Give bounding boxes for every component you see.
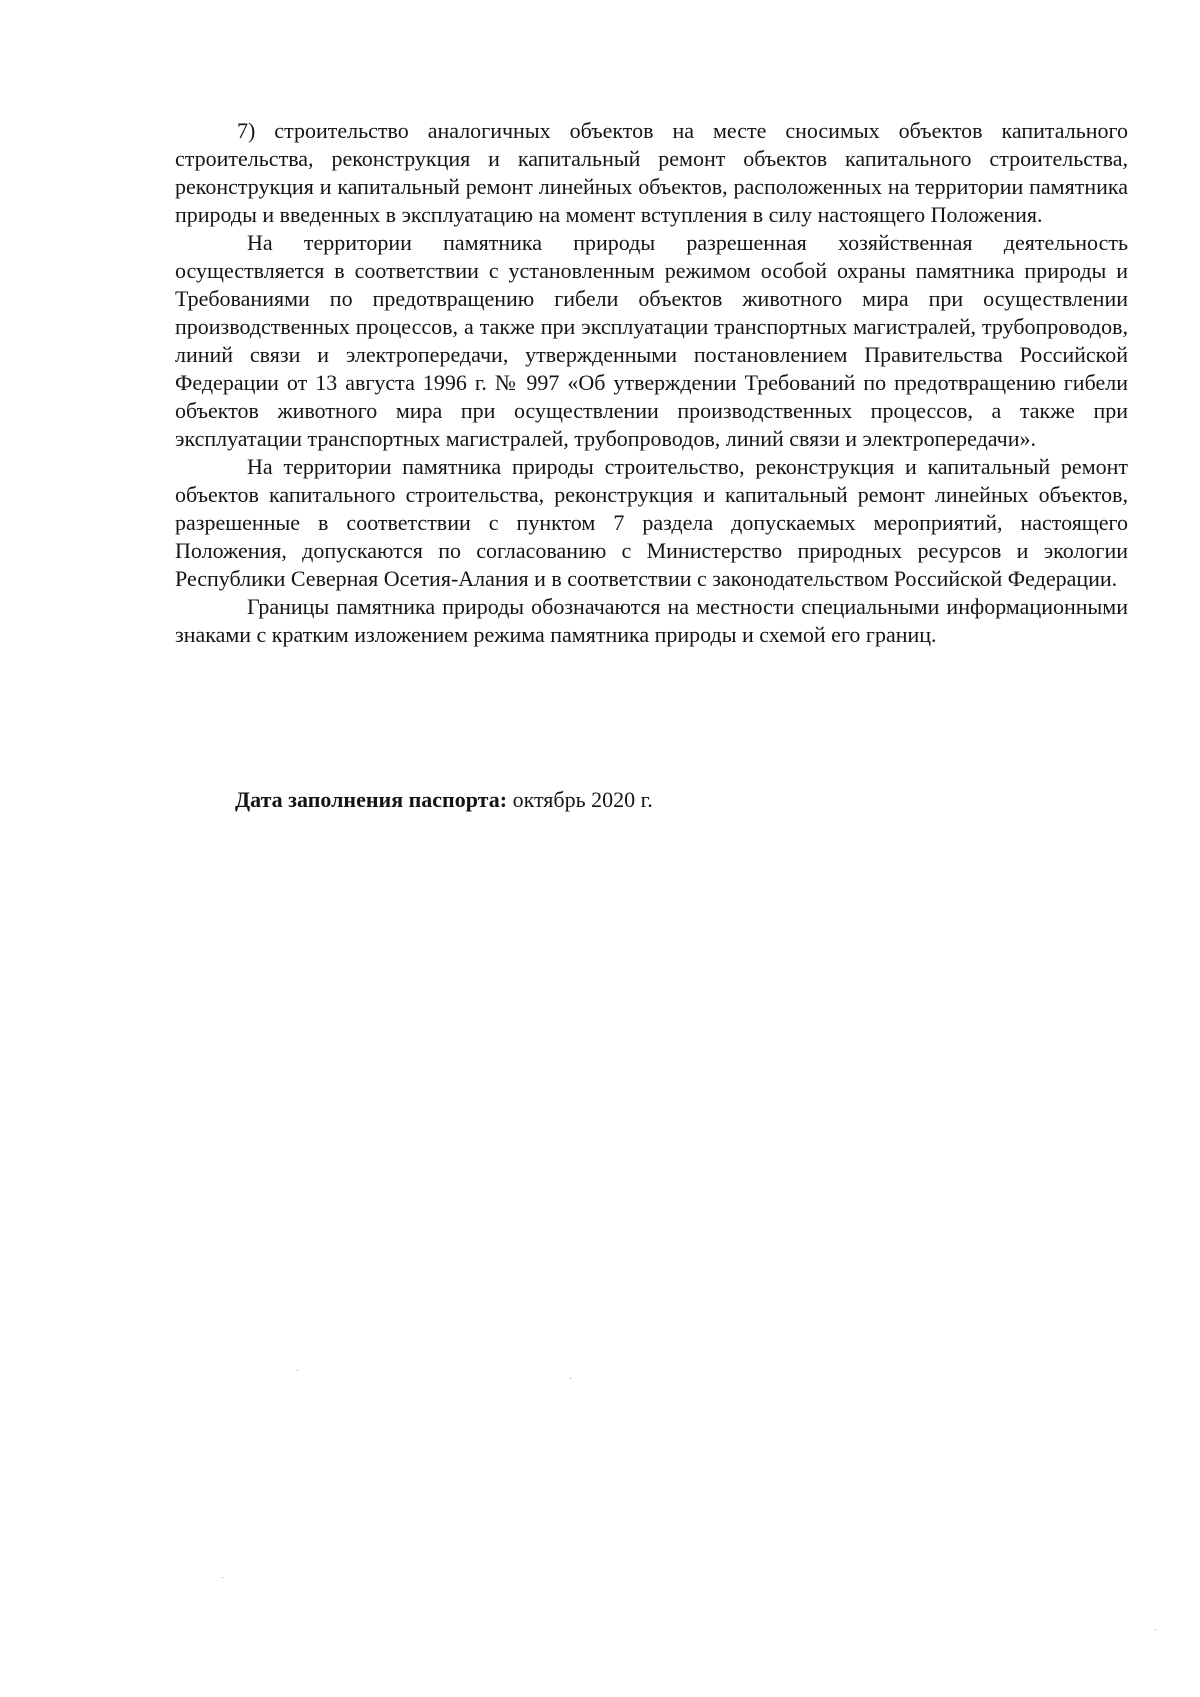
passport-date-label: Дата заполнения паспорта:	[235, 787, 508, 812]
scan-speck	[297, 1370, 298, 1371]
passport-date-value: октябрь 2020 г.	[507, 787, 653, 812]
passport-date-line	[235, 786, 653, 814]
scan-speck	[1155, 1629, 1156, 1630]
paragraph-economic-activity: На территории памятника природы разрешенная хозяйственная деятельность осуществляется в соответствии с установленным режимом особой охраны памятника природы и Требованиями по предотвращению гибели объектов животного мира при осуществлении производственных процессов, а также при эксплуатации транспортных магистралей, трубопроводов, линий связи и электропередачи, утвержденными постановлением Правительства Российской Федерации от 13 августа 1996 г. № 997 «Об утверждении Требований по предотвращению гибели объектов животного мира при осуществлении производственных процессов, а также при эксплуатации транспортных магистралей, трубопроводов, линий связи и электропередачи».	[175, 230, 1128, 451]
scan-speck	[222, 1577, 223, 1578]
paragraph-construction-approval: На территории памятника природы строительство, реконструкция и капитальный ремонт объектов капитального строительства, реконструкция и капитальный ремонт линейных объектов, разрешенные в соответствии с пунктом 7 раздела допускаемых мероприятий, настоящего Положения, допускаются по согласованию с Министерство природных ресурсов и экологии Республики Северная Осетия-Алания и в соответствии с законодательством Российской Федерации.	[175, 454, 1128, 591]
scan-speck	[570, 1378, 571, 1379]
document-body	[175, 117, 1128, 649]
paragraph-item-7: 7) строительство аналогичных объектов на месте сносимых объектов капитального строительства, реконструкция и капитальный ремонт объектов капитального строительства, реконструкция и капитальный ремонт линейных объектов, расположенных на территории памятника природы и введенных в эксплуатацию на момент вступления в силу настоящего Положения.	[175, 118, 1128, 227]
paragraph-boundaries: Границы памятника природы обозначаются на местности специальными информационными знаками с кратким изложением режима памятника природы и схемой его границ.	[175, 594, 1128, 647]
